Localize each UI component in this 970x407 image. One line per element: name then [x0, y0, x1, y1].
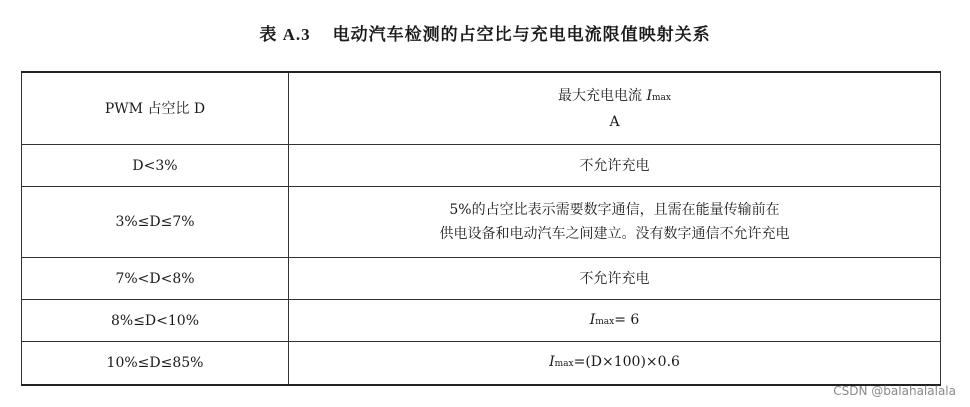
table-header-row — [22, 72, 941, 145]
current-cell-line2: 供电设备和电动汽车之间建立。没有数字通信不允许充电 — [439, 226, 790, 242]
table-title: 电动汽车检测的占空比与充电电流限值映射关系 — [332, 25, 711, 45]
duty-cell: D<3% — [22, 145, 289, 187]
header-current-unit: A — [609, 113, 620, 130]
table-row — [22, 187, 941, 258]
duty-cycle-table — [21, 71, 941, 386]
duty-cell: 3%≤D≤7% — [22, 187, 289, 258]
current-cell: 不允许充电 — [289, 258, 941, 300]
header-current-label: 最大充电电流 — [558, 87, 643, 104]
table-number: 表 A.3 — [259, 25, 311, 44]
current-cell-line1: 5%的占空比表示需要数字通信，且需在能量传输前在 — [449, 202, 780, 218]
current-cell — [289, 300, 941, 342]
table-row — [22, 300, 941, 342]
current-cell: 不允许充电 — [289, 145, 941, 187]
current-subscript: max — [554, 359, 574, 369]
current-formula: =(D×100)×0.6 — [573, 354, 680, 370]
duty-cell: 7%<D<8% — [22, 258, 289, 300]
current-symbol: I — [549, 354, 555, 370]
table-caption — [0, 20, 970, 45]
header-current-symbol: I — [646, 87, 652, 104]
current-formula: = 6 — [614, 311, 640, 328]
header-current-subscript: max — [652, 92, 671, 103]
current-symbol: I — [589, 311, 596, 328]
duty-cell: 8%≤D<10% — [22, 300, 289, 342]
table-row — [22, 145, 941, 187]
table-row — [22, 258, 941, 300]
current-cell — [289, 342, 941, 386]
watermark: CSDN @balahalalala — [833, 384, 956, 398]
header-duty-cycle: PWM 占空比 D — [22, 72, 289, 145]
current-subscript: max — [595, 316, 615, 327]
table-row — [22, 342, 941, 386]
header-max-current — [289, 72, 941, 145]
current-cell — [289, 187, 941, 258]
duty-cell: 10%≤D≤85% — [22, 342, 289, 386]
